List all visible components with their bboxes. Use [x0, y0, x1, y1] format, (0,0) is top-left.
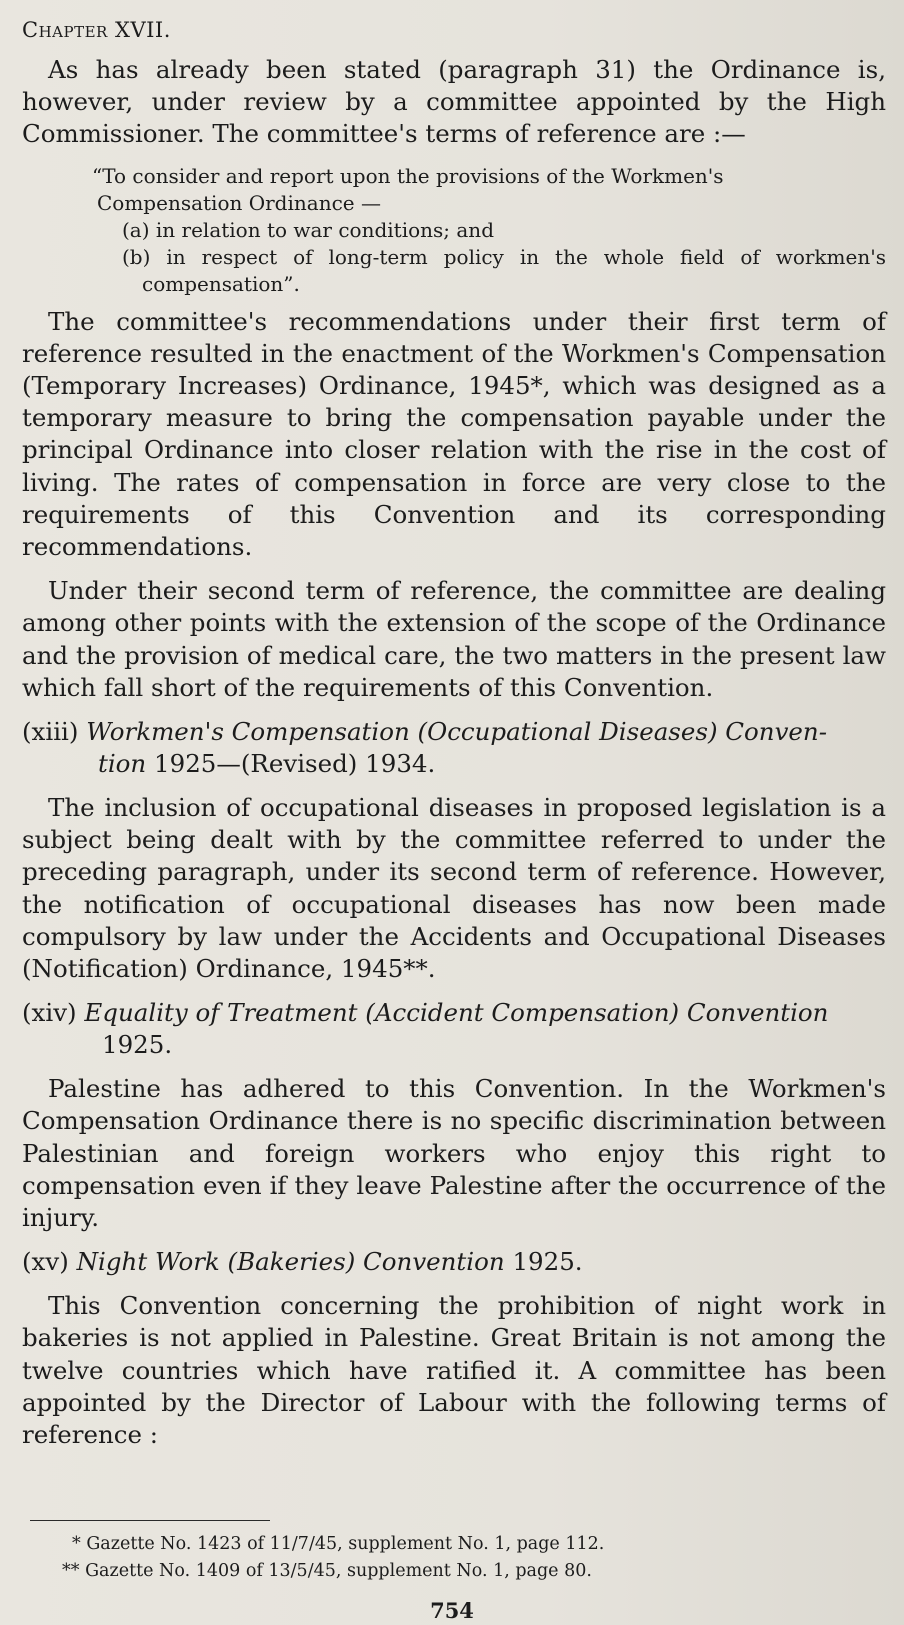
paragraph-4: The inclusion of occupational diseases in proposed legislation is a subject being dealt with by the committee referred to under the preceding paragraph, under its second term of reference. However, the notification of occupational diseases has now been made compulsory by law under the Accidents and Occupational Diseases (Notification) Ordinance, 1945**. [22, 793, 886, 984]
footnote-2 [22, 1558, 882, 1585]
section-title-xv-rest: 1925. [512, 1247, 583, 1277]
quote-intro-line2: Compensation Ordinance — [97, 190, 381, 215]
paragraph-3: Under their second term of reference, the committee are dealing among other points with the extension of the scope of the Ordinance and the provision of medical care, the two matters in the present law which fall short of the requirements of this Convention. [22, 576, 886, 702]
chapter-heading [22, 18, 886, 42]
page-number: 754 [430, 1598, 474, 1623]
section-number-xiv: (xiv) [22, 998, 77, 1028]
paragraph-6: This Convention concerning the prohibition of night work in bakeries is not applied in Palestine. Great Britain is not among the twelve countries which have ratified it. A committee has been appointed by the Director of Labour with the following terms of reference : [22, 1291, 886, 1450]
footnotes [22, 1520, 882, 1585]
section-number-xv: (xv) [22, 1247, 69, 1277]
footnote-1-mark: * [72, 1534, 81, 1554]
paragraph-1: As has already been stated (paragraph 31) the Ordinance is, however, under review by a committee appointed by the High Commissioner. The committee's terms of reference are :— [22, 55, 886, 149]
section-title-xiii-line1: Workmen's Compensation (Occupational Diseases) Conven- [86, 717, 827, 747]
section-heading-xiv [22, 997, 886, 1061]
footnote-2-mark: ** [62, 1561, 80, 1581]
chapter-label: Chapter XVII. [22, 18, 171, 42]
footnote-rule [30, 1520, 270, 1521]
section-title-xiii-line2-italic: tion [98, 749, 147, 779]
section-number-xiii: (xiii) [22, 717, 79, 747]
quote-item-a: (a) in relation to war conditions; and [122, 217, 494, 242]
paragraph-2: The committee's recommendations under their first term of reference resulted in the enactment of the Workmen's Compensation (Temporary Increases) Ordinance, 1945*, which was designed as a temporary measure to bring the compensation payable under the principal Ordinance into closer relation with the rise in the cost of living. The rates of compensation in force are very close to the requirements of this Convention and its corresponding recommendations. [22, 306, 886, 562]
section-title-xiv-line1: Equality of Treatment (Accident Compensation) Convention [84, 998, 829, 1028]
section-heading-xv [22, 1246, 886, 1278]
section-heading-xiii [22, 716, 886, 780]
footnote-1 [22, 1531, 882, 1558]
section-title-xv-italic: Night Work (Bakeries) Convention [76, 1247, 505, 1277]
quote-item-b: (b) in respect of long-term policy in the whole field of workmen's compensation”. [122, 244, 886, 296]
quote-intro-line1: “To consider and report upon the provisions of the Workmen's [92, 163, 724, 188]
section-title-xiii-line2-rest: 1925—(Revised) 1934. [154, 749, 436, 779]
section-title-xiv-line2: 1925. [102, 1030, 173, 1060]
terms-of-reference-quote [22, 163, 886, 298]
footnote-2-text: Gazette No. 1409 of 13/5/45, supplement No. 1, page 80. [85, 1561, 592, 1581]
footnote-1-text: Gazette No. 1423 of 11/7/45, supplement No. 1, page 112. [86, 1534, 605, 1554]
paragraph-5: Palestine has adhered to this Convention. In the Workmen's Compensation Ordinance there is no specific discrimination between Palestinian and foreign workers who enjoy this right to compensation even if they leave Palestine after the occurrence of the injury. [22, 1074, 886, 1233]
